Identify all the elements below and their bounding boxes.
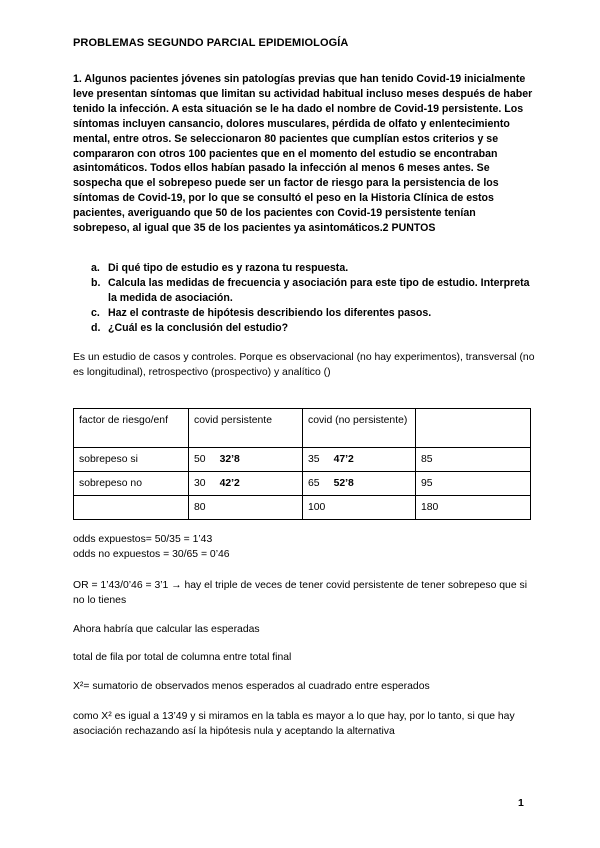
odds-unexposed: odds no expuestos = 30/65 = 0’46 (73, 549, 230, 560)
question-letter: c. (91, 307, 100, 319)
question-text: Haz el contraste de hipótesis describiendo los diferentes pasos. (108, 307, 432, 319)
question-item (91, 276, 531, 306)
odds-exposed: odds expuestos= 50/35 = 1’43 (73, 534, 213, 545)
table-header-cell: covid persistente (189, 409, 303, 448)
totals-cell (74, 496, 189, 520)
expected-value: 47’2 (333, 454, 354, 465)
observed-value: 35 (308, 454, 320, 465)
table-row (74, 472, 531, 496)
conclusion-text: como X² es igual a 13’49 y si miramos en la tabla es mayor a lo que hay, por lo tanto, si que hay asociación rechazando así la hipótesis nula y aceptando la alternativa (73, 711, 515, 737)
expected-note: Ahora habría que calcular las esperadas (73, 624, 260, 635)
table-cell (303, 448, 416, 472)
expected-value: 42’2 (219, 478, 240, 489)
table-header-cell (416, 409, 531, 448)
question-text: ¿Cuál es la conclusión del estudio? (108, 322, 289, 334)
row-label: sobrepeso no (74, 472, 189, 496)
question-list (91, 261, 531, 336)
totals-cell: 100 (303, 496, 416, 520)
expected-formula: total de fila por total de columna entre total final (73, 652, 292, 663)
table-header-cell: factor de riesgo/enf (74, 409, 189, 448)
question-item (91, 261, 531, 276)
odds-ratio-line: OR = 1’43/0’46 = 3’1 → hay el triple de veces de tener covid persistente de tener sobrepeso que si no lo tienes (73, 580, 527, 606)
problem-text: 1. Algunos pacientes jóvenes sin patologías previas que han tenido Covid-19 inicialmente leve presentan síntomas que limitan su actividad habitual incluso meses después de haber tenido la infección. A esta situación se le ha dado el nombre de Covid-19 persistente. Los síntomas incluyen cansancio, dolores musculares, pérdida de olfato y enlentecimiento mental, entre otros. Se seleccionaron 80 pacientes que cumplían estos criterios y se compararon con otros 100 pacientes que en el momento del estudio se encontraban asintomáticos. Todos ellos habían pasado la infección al menos 6 meses antes. Se sospecha que el sobrepeso puede ser un factor de riesgo para la persistencia de los síntomas de Covid-19, por lo que se consultó el peso en la Historia Clínica de estos pacientes, averiguando que 50 de los pacientes con Covid-19 persistente tenían sobrepeso, al igual que 35 de los pacientes ya asintomáticos.2 PUNTOS (73, 73, 533, 235)
table-cell (189, 448, 303, 472)
observed-value: 30 (194, 478, 206, 489)
observed-value: 50 (194, 454, 206, 465)
table-totals-row (74, 496, 531, 520)
question-item (91, 306, 531, 321)
row-label: sobrepeso si (74, 448, 189, 472)
table-cell (189, 472, 303, 496)
table-header-row (74, 409, 531, 448)
question-text: Di qué tipo de estudio es y razona tu respuesta. (108, 262, 349, 274)
totals-cell: 80 (189, 496, 303, 520)
question-letter: d. (91, 322, 101, 334)
answer-intro: Es un estudio de casos y controles. Porque es observacional (no hay experimentos), transversal (no es longitudinal), retrospectivo (prospectivo) y analítico () (73, 352, 535, 378)
expected-value: 32’8 (219, 454, 240, 465)
table-row (74, 448, 531, 472)
expected-value: 52’8 (333, 478, 354, 489)
question-letter: b. (91, 277, 101, 289)
observed-value: 65 (308, 478, 320, 489)
page-number: 1 (518, 797, 524, 809)
row-total: 95 (416, 472, 531, 496)
row-total: 85 (416, 448, 531, 472)
question-letter: a. (91, 262, 100, 274)
table-cell (303, 472, 416, 496)
chi-square-definition: X²= sumatorio de observados menos esperados al cuadrado entre esperados (73, 681, 430, 692)
question-item (91, 321, 531, 336)
document-title: PROBLEMAS SEGUNDO PARCIAL EPIDEMIOLOGÍA (73, 37, 349, 49)
totals-cell: 180 (416, 496, 531, 520)
contingency-table (73, 408, 531, 520)
problem-statement (73, 72, 535, 236)
question-text: Calcula las medidas de frecuencia y asociación para este tipo de estudio. Interpreta la medida de asociación. (108, 277, 530, 304)
table-header-cell: covid (no persistente) (303, 409, 416, 448)
